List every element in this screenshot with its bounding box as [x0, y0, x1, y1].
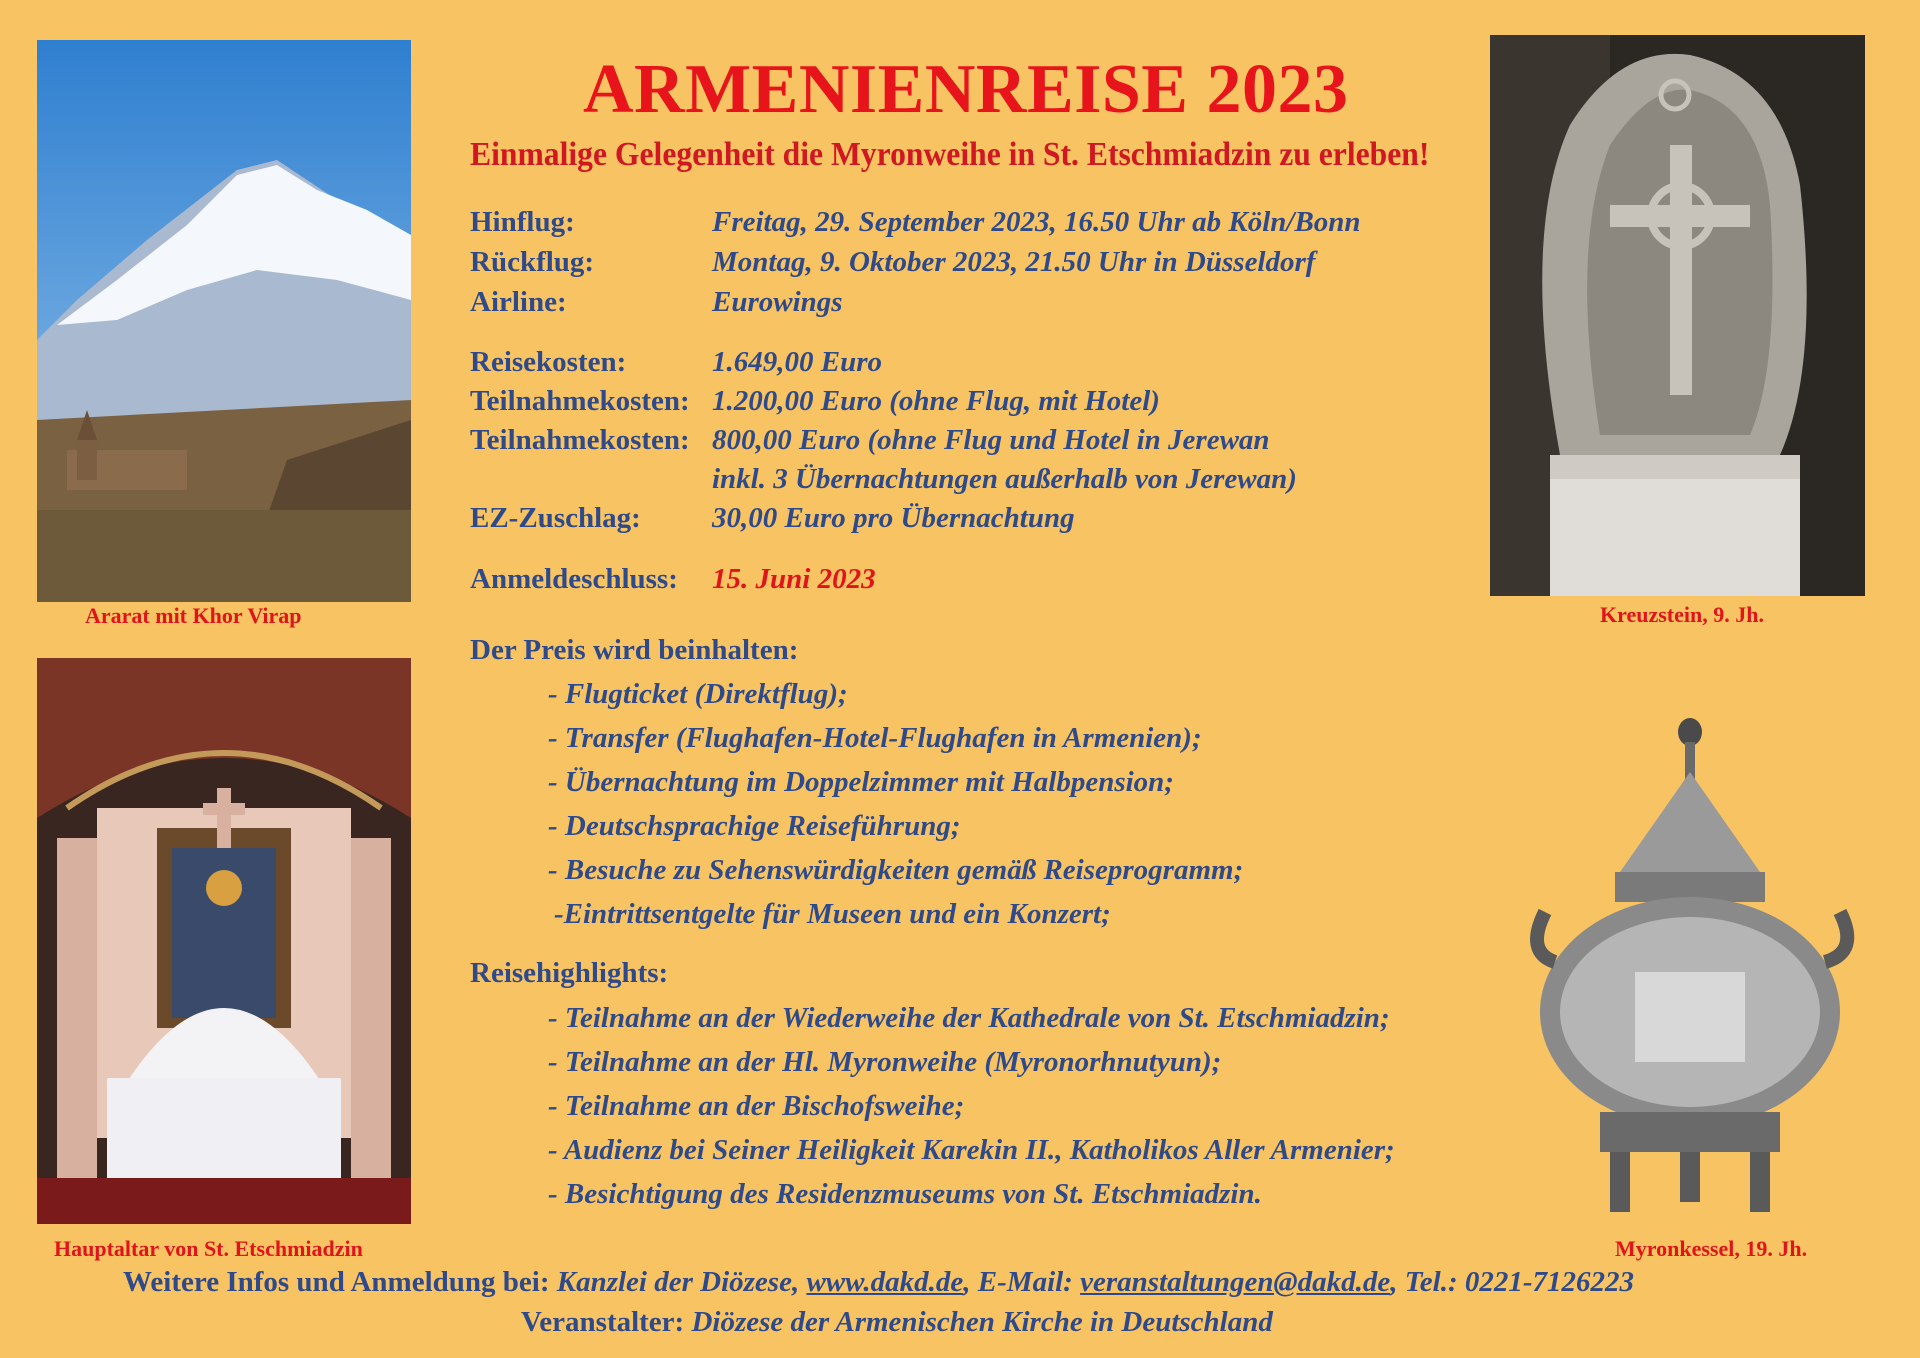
ararat-photo	[37, 40, 411, 602]
page-subtitle: Einmalige Gelegenheit die Myronweihe in St. Etschmiadzin zu erleben!	[470, 136, 1430, 173]
footer-info-label: Weitere Infos und Anmeldung bei:	[123, 1266, 550, 1298]
flight-back-label: Rückflug:	[470, 246, 595, 278]
altar-photo	[37, 658, 411, 1224]
list-item: -Eintrittsentgelte für Museen und ein Konzert;	[554, 898, 1111, 930]
airline-label: Airline:	[470, 286, 567, 318]
includes-heading: Der Preis wird beinhalten:	[470, 634, 799, 666]
website-link[interactable]: www.dakd.de	[806, 1266, 964, 1298]
participation2-value: 800,00 Euro (ohne Flug und Hotel in Jerewan	[712, 424, 1270, 456]
kreuzstein-caption: Kreuzstein, 9. Jh.	[1600, 602, 1764, 627]
altar-caption: Hauptaltar von St. Etschmiadzin	[54, 1236, 363, 1261]
participation2-value-cont: inkl. 3 Übernachtungen außerhalb von Jerewan)	[712, 463, 1297, 495]
airline-value: Eurowings	[712, 286, 843, 318]
myronkessel-photo	[1525, 712, 1865, 1222]
list-item: - Flugticket (Direktflug);	[548, 678, 848, 710]
participation1-label: Teilnahmekosten:	[470, 385, 690, 417]
footer-info	[123, 1266, 1634, 1299]
footer-organizer	[521, 1306, 1273, 1339]
flight-back-value: Montag, 9. Oktober 2023, 21.50 Uhr in Düsseldorf	[712, 246, 1316, 278]
participation1-value: 1.200,00 Euro (ohne Flug, mit Hotel)	[712, 385, 1160, 417]
ararat-caption: Ararat mit Khor Virap	[85, 603, 302, 628]
list-item: - Teilnahme an der Bischofsweihe;	[548, 1090, 965, 1122]
single-value: 30,00 Euro pro Übernachtung	[712, 502, 1075, 534]
deadline-label: Anmeldeschluss:	[470, 563, 678, 595]
organizer-name: Diözese der Armenischen Kirche in Deutschland	[691, 1306, 1273, 1338]
deadline-value: 15. Juni 2023	[712, 563, 876, 595]
list-item: - Besuche zu Sehenswürdigkeiten gemäß Reiseprogramm;	[548, 854, 1244, 886]
email-link[interactable]: veranstaltungen@dakd.de	[1080, 1266, 1391, 1298]
myronkessel-caption: Myronkessel, 19. Jh.	[1615, 1236, 1808, 1261]
flight-out-value: Freitag, 29. September 2023, 16.50 Uhr ab Köln/Bonn	[712, 206, 1361, 238]
footer-phone: , Tel.: 0221-7126223	[1390, 1266, 1635, 1298]
single-label: EZ-Zuschlag:	[470, 502, 641, 534]
cost-value: 1.649,00 Euro	[712, 346, 883, 378]
list-item: - Transfer (Flughafen-Hotel-Flughafen in Armenien);	[548, 722, 1202, 754]
kreuzstein-photo	[1490, 35, 1865, 596]
participation2-label: Teilnahmekosten:	[470, 424, 690, 456]
footer-office: Kanzlei der Diözese,	[556, 1266, 800, 1298]
page-title: ARMENIENREISE 2023	[583, 51, 1349, 128]
list-item: - Deutschsprachige Reiseführung;	[548, 810, 961, 842]
list-item: - Teilnahme an der Hl. Myronweihe (Myronorhnutyun);	[548, 1046, 1222, 1078]
list-item: - Audienz bei Seiner Heiligkeit Karekin II., Katholikos Aller Armenier;	[548, 1134, 1395, 1166]
cost-label: Reisekosten:	[470, 346, 627, 378]
organizer-label: Veranstalter:	[521, 1306, 685, 1338]
flight-out-label: Hinflug:	[470, 206, 575, 238]
list-item: - Übernachtung im Doppelzimmer mit Halbpension;	[548, 766, 1174, 798]
list-item: - Besichtigung des Residenzmuseums von St. Etschmiadzin.	[548, 1178, 1262, 1210]
footer-email-label: , E-Mail:	[963, 1266, 1073, 1298]
list-item: - Teilnahme an der Wiederweihe der Kathedrale von St. Etschmiadzin;	[548, 1002, 1390, 1034]
highlights-heading: Reisehighlights:	[470, 957, 669, 989]
